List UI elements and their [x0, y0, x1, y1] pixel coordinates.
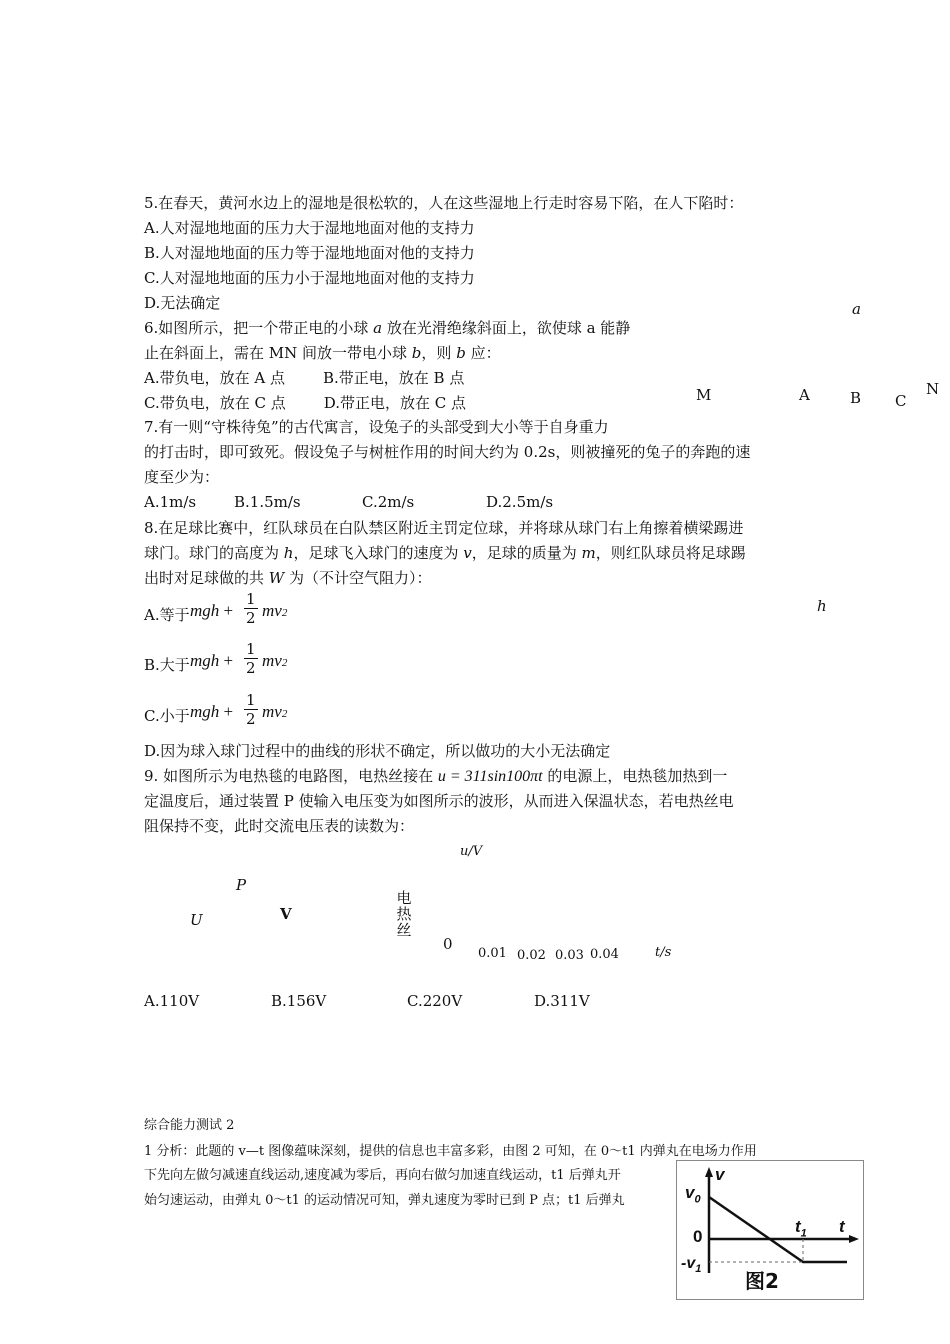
solution-line1: 1 分析：此题的 v—t 图像蕴味深刻，提供的信息也丰富多彩，由图 2 可知，在 0～t1 内弹丸在电场力作用: [144, 1144, 757, 1159]
vt-neg-v1-text: -v: [681, 1255, 696, 1272]
q6-text: 放在光滑绝缘斜面上，欲使球 a 能静: [382, 319, 631, 337]
vt-label-neg-v1: [681, 1255, 701, 1275]
q5-stem: 5.在春天，黄河水边上的湿地是很松软的，人在这些湿地上行走时容易下陷，在人下陷时：: [144, 194, 744, 212]
q7-option-d: D.2.5m/s: [486, 493, 554, 511]
q6-stem-line2: [144, 343, 501, 363]
q7-option-a: A.1m/s: [144, 493, 197, 511]
q8-option-c-mgh: [190, 702, 233, 722]
q8-option-c-fraction: [244, 691, 258, 728]
wire-char: 丝: [396, 921, 412, 939]
q9-option-a: A.110V: [144, 992, 200, 1010]
vt-v0-sub: 0: [694, 1193, 701, 1206]
q9-stem-line2: 定温度后，通过装置 P 使输入电压变为如图所示的波形，从而进入保温状态，若电热丝电: [144, 792, 734, 810]
q8-option-a-mgh: [190, 601, 233, 621]
q8-text: 球门。球门的高度为: [144, 544, 284, 562]
q9-option-b: B.156V: [271, 992, 327, 1010]
q9-fig-heating-wire: [396, 890, 412, 938]
q5-option-a: A.人对湿地地面的压力大于湿地地面对他的支持力: [144, 219, 475, 237]
q9-fig-label-U: U: [190, 911, 203, 929]
q8-var-w: W: [268, 569, 285, 587]
q6-option-b: B.带正电，放在 B 点: [322, 369, 465, 387]
q9-fig-axis-t: t/s: [655, 945, 672, 960]
vt-label-v0: [685, 1183, 701, 1205]
q8-option-b-mv2: [262, 651, 287, 671]
math-exponent: 2: [281, 708, 288, 720]
math-text: mgh: [190, 651, 220, 670]
q8-option-a-fraction: [244, 590, 258, 627]
q8-option-d: D.因为球入球门过程中的曲线的形状不确定，所以做功的大小无法确定: [144, 742, 611, 760]
q9-fig-label-P: P: [236, 876, 247, 894]
solution-title: 综合能力测试 2: [144, 1118, 235, 1133]
q5-option-d: D.无法确定: [144, 294, 221, 312]
q8-stem-line3: [144, 568, 431, 588]
q8-option-c-label: C.小于: [144, 707, 190, 725]
q6-option-a: A.带负电，放在 A 点: [144, 369, 285, 387]
q7-stem-line3: 度至少为：: [144, 468, 220, 486]
fraction-numerator: 1: [246, 640, 256, 658]
q6-text: 止在斜面上，需在 MN 间放一带电小球: [144, 344, 412, 362]
vt-graph: [676, 1160, 864, 1300]
q9-fig-axis-u: u/V: [460, 844, 483, 859]
q6-options-row2: [144, 393, 466, 413]
q6-stem-line1: [144, 318, 630, 338]
q8-var-h: h: [283, 544, 294, 562]
q6-fig-label-M: M: [696, 386, 712, 404]
math-text: mgh: [190, 702, 220, 721]
q8-option-a-label: A.等于: [144, 606, 190, 624]
q6-option-c: C.带负电，放在 C 点: [144, 394, 286, 412]
vt-series-line: [709, 1197, 847, 1262]
math-exponent: 2: [281, 657, 288, 669]
q6-fig-label-A: A: [799, 386, 810, 404]
q9-fig-tick-2: 0.02: [517, 948, 546, 963]
q6-var-b: b: [411, 344, 422, 362]
vt-v0-text: v: [685, 1183, 695, 1202]
vt-t1-text: t: [795, 1217, 801, 1236]
q8-option-b-mgh: [190, 651, 233, 671]
q6-fig-label-C: C: [895, 392, 907, 410]
vt-label-origin: 0: [693, 1227, 703, 1246]
vt-label-t1: [795, 1217, 807, 1239]
q8-text: ，则红队球员将足球踢: [595, 544, 746, 562]
q9-fig-voltmeter-V: V: [280, 905, 292, 923]
q5-option-c: C.人对湿地地面的压力小于湿地地面对他的支持力: [144, 269, 475, 287]
math-text: mgh: [190, 601, 220, 620]
q9-text: 的电源上，电热毯加热到一: [542, 767, 728, 785]
math-exponent: 2: [281, 607, 288, 619]
vt-caption: 图2: [745, 1269, 779, 1293]
q6-text: 6.如图所示，把一个带正电的小球: [144, 319, 374, 337]
fraction-denominator: 2: [246, 659, 256, 677]
q9-fig-tick-1: 0.01: [478, 946, 507, 961]
solution-line3: 始匀速运动，由弹丸 0～t1 的运动情况可知，弹丸速度为零时已到 P 点；t1 后弹丸: [144, 1193, 625, 1208]
q9-fig-origin: 0: [443, 935, 453, 953]
q8-text: ，足球的质量为: [471, 544, 582, 562]
q9-stem-line1: [144, 766, 727, 787]
q6-fig-label-N: N: [926, 380, 940, 398]
q7-stem-line2: 的打击时，即可致死。假设兔子与树桩作用的时间大约为 0.2s，则被撞死的兔子的奔跑的速: [144, 443, 751, 461]
q6-option-d: D.带正电，放在 C 点: [323, 394, 467, 412]
q9-text: 9. 如图所示为电热毯的电路图，电热丝接在: [144, 767, 438, 785]
math-text: mv: [262, 601, 282, 620]
q7-stem-line1: 7.有一则“守株待兔”的古代寓言，设兔子的头部受到大小等于自身重力: [144, 418, 609, 436]
q8-option-b-label: B.大于: [144, 656, 190, 674]
q8-text: 出时对足球做的共: [144, 569, 269, 587]
wire-char: 热: [396, 905, 412, 923]
fraction-denominator: 2: [246, 710, 256, 728]
vt-t-axis-arrow: [849, 1235, 859, 1243]
fraction-denominator: 2: [246, 609, 256, 627]
q6-fig-label-B: B: [850, 389, 862, 407]
math-text: mv: [262, 651, 282, 670]
q8-stem-line2: [144, 543, 746, 563]
q8-var-m: m: [581, 544, 596, 562]
vt-label-v: v: [715, 1165, 725, 1184]
q8-option-c-mv2: [262, 702, 287, 722]
math-plus: +: [223, 651, 234, 670]
q6-var-b: b: [456, 344, 466, 362]
q8-option-b-fraction: [244, 640, 258, 677]
q6-fig-label-a: a: [852, 300, 861, 318]
vt-v-axis-arrow: [705, 1167, 713, 1177]
q6-text: 应：: [465, 344, 501, 362]
q9-option-d: D.311V: [534, 992, 590, 1010]
q7-option-c: C.2m/s: [362, 493, 415, 511]
q9-fig-tick-4: 0.04: [590, 947, 619, 962]
q8-var-v: v: [463, 544, 472, 562]
q7-option-b: B.1.5m/s: [234, 493, 301, 511]
q9-equation: u = 311sin100πt: [437, 768, 543, 785]
q8-option-a-mv2: [262, 601, 287, 621]
q9-stem-line3: 阻保持不变，此时交流电压表的读数为：: [144, 817, 415, 835]
q8-text: 为（不计空气阻力）：: [284, 569, 432, 587]
math-plus: +: [223, 702, 234, 721]
q6-text: ，则: [421, 344, 457, 362]
vt-neg-v1-sub: 1: [695, 1263, 702, 1276]
q9-option-c: C.220V: [407, 992, 463, 1010]
q9-fig-tick-3: 0.03: [555, 948, 584, 963]
vt-t1-sub: 1: [800, 1227, 807, 1240]
math-plus: +: [223, 601, 234, 620]
q8-text: ，足球飞入球门的速度为: [293, 544, 464, 562]
q8-fig-label-h: h: [817, 597, 827, 615]
q6-options-row1: [144, 368, 464, 388]
solution-line2: 下先向左做匀减速直线运动,速度减为零后，再向右做匀加速直线运动，t1 后弹丸开: [144, 1168, 621, 1183]
math-text: mv: [262, 702, 282, 721]
vt-label-t: t: [839, 1217, 845, 1236]
fraction-numerator: 1: [246, 691, 256, 709]
q5-option-b: B.人对湿地地面的压力等于湿地地面对他的支持力: [144, 244, 475, 262]
q8-stem-line1: 8.在足球比赛中，红队球员在白队禁区附近主罚定位球，并将球从球门右上角擦着横梁踢进: [144, 519, 744, 537]
q6-var-a: a: [373, 319, 383, 337]
wire-char: 电: [396, 889, 412, 907]
fraction-numerator: 1: [246, 590, 256, 608]
